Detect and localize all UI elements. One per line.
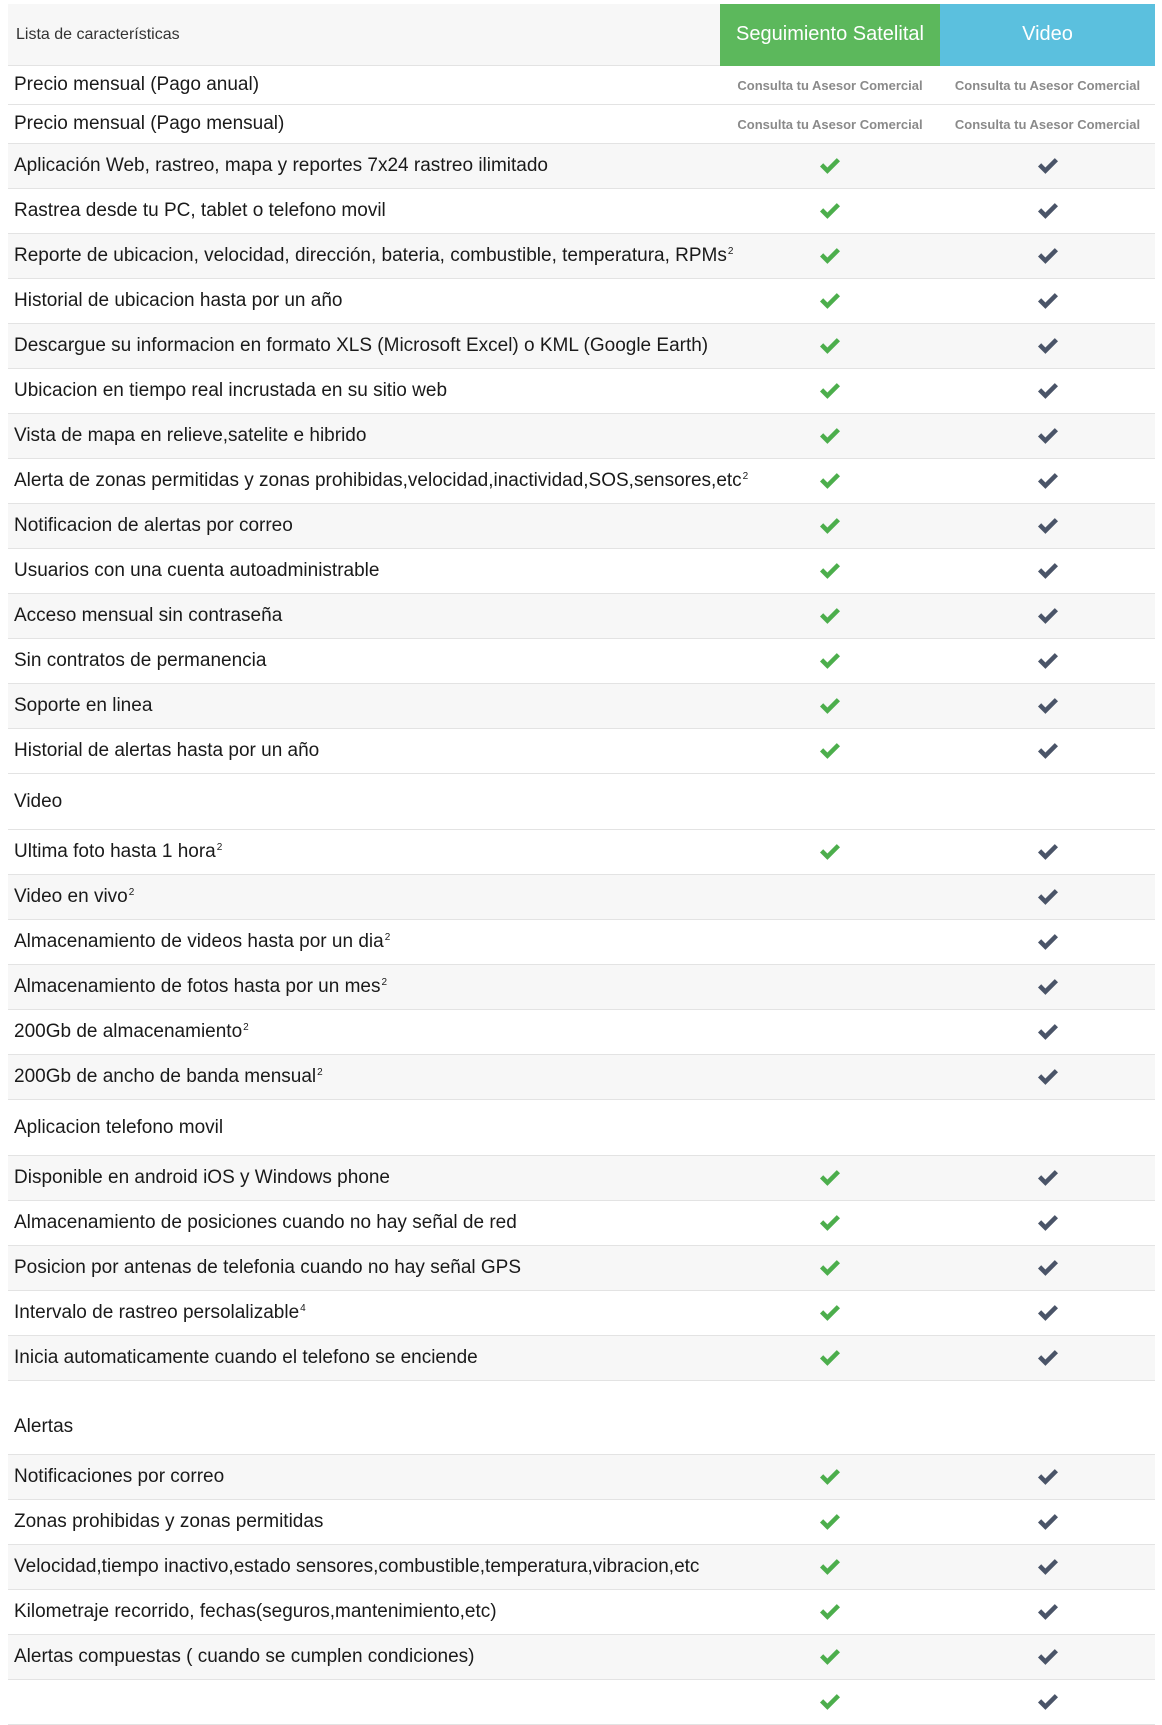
check-icon	[1036, 561, 1060, 581]
feature-label	[8, 650, 720, 672]
video-cell	[940, 1545, 1155, 1589]
video-cell	[940, 594, 1155, 638]
feature-label	[8, 1021, 720, 1043]
feature-text: Reporte de ubicacion, velocidad, dirección, bateria, combustible, temperatura, RPMs	[14, 245, 727, 266]
check-icon	[818, 1213, 842, 1233]
feature-label	[8, 931, 720, 953]
satellite-cell	[720, 1635, 940, 1679]
check-icon	[818, 561, 842, 581]
feature-label	[8, 470, 749, 492]
table-row	[8, 965, 1155, 1010]
check-icon	[1036, 932, 1060, 952]
satellite-cell	[720, 875, 940, 919]
check-icon	[1036, 1022, 1060, 1042]
table-row	[8, 875, 1155, 920]
feature-text: Intervalo de rastreo persolalizable	[14, 1302, 300, 1323]
video-cell	[940, 234, 1155, 278]
table-row	[8, 1055, 1155, 1100]
feature-text: Kilometraje recorrido, fechas(seguros,mantenimiento,etc)	[14, 1601, 497, 1622]
check-icon	[1036, 741, 1060, 761]
table-row	[8, 1156, 1155, 1201]
satellite-cell	[720, 729, 940, 773]
price-satellite: Consulta tu Asesor Comercial	[737, 116, 923, 132]
check-icon	[818, 1557, 842, 1577]
feature-text: Soporte en linea	[14, 695, 153, 716]
price-row	[8, 66, 1155, 105]
table-row	[8, 1291, 1155, 1336]
table-row	[8, 1545, 1155, 1590]
table-row	[8, 920, 1155, 965]
check-icon	[818, 606, 842, 626]
check-icon	[1036, 696, 1060, 716]
check-icon	[818, 1602, 842, 1622]
feature-text: Zonas prohibidas y zonas permitidas	[14, 1511, 324, 1532]
feature-text: Aplicación Web, rastreo, mapa y reportes 7x24 rastreo ilimitado	[14, 155, 549, 176]
check-icon	[1036, 1348, 1060, 1368]
feature-label	[8, 1302, 720, 1324]
section-header-row	[8, 774, 1155, 830]
feature-text: Sin contratos de permanencia	[14, 650, 267, 671]
feature-text: Disponible en android iOS y Windows phone	[14, 1167, 390, 1188]
check-icon	[818, 1467, 842, 1487]
plan-video-header: Video	[940, 4, 1155, 66]
check-icon	[1036, 1213, 1060, 1233]
footnote-marker: 2	[216, 841, 223, 853]
video-cell	[940, 369, 1155, 413]
check-icon	[818, 426, 842, 446]
table-row	[8, 1010, 1155, 1055]
video-cell	[940, 920, 1155, 964]
footnote-marker: 2	[317, 1066, 323, 1078]
check-icon	[1036, 1647, 1060, 1667]
feature-text: Usuarios con una cuenta autoadministrable	[14, 560, 380, 581]
feature-text: Historial de alertas hasta por un año	[14, 740, 320, 761]
price-video: Consulta tu Asesor Comercial	[954, 77, 1141, 93]
check-icon	[1036, 336, 1060, 356]
table-row	[8, 1336, 1155, 1381]
feature-text: Historial de ubicacion hasta por un año	[14, 290, 343, 311]
feature-text: Posicion por antenas de telefonia cuando no hay señal GPS	[14, 1257, 522, 1278]
check-icon	[818, 381, 842, 401]
table-row	[8, 684, 1155, 729]
feature-label	[8, 290, 720, 312]
video-cell	[940, 1055, 1155, 1099]
feature-text: Velocidad,tiempo inactivo,estado sensores,combustible,temperatura,vibracion,etc	[14, 1556, 700, 1577]
feature-label	[8, 245, 734, 267]
feature-label	[8, 695, 720, 717]
table-row	[8, 504, 1155, 549]
satellite-cell	[720, 1500, 940, 1544]
video-cell	[940, 144, 1155, 188]
table-row	[8, 1590, 1155, 1635]
satellite-cell	[720, 549, 940, 593]
video-cell	[940, 1680, 1155, 1724]
check-icon	[1036, 1303, 1060, 1323]
check-icon	[1036, 1557, 1060, 1577]
price-label: Precio mensual (Pago anual)	[14, 74, 260, 95]
satellite-cell	[720, 1336, 940, 1380]
feature-text: Almacenamiento de fotos hasta por un mes	[14, 976, 381, 997]
check-icon	[818, 336, 842, 356]
check-icon	[818, 291, 842, 311]
video-cell	[940, 459, 1155, 503]
feature-label	[8, 976, 720, 998]
video-cell	[940, 1336, 1155, 1380]
check-icon	[1036, 842, 1060, 862]
plan-satellite-header: Seguimiento Satelital	[720, 4, 940, 66]
satellite-cell	[720, 1010, 940, 1054]
video-cell	[940, 1246, 1155, 1290]
video-cell	[940, 279, 1155, 323]
price-video: Consulta tu Asesor Comercial	[954, 116, 1141, 132]
footnote-marker: 2	[727, 245, 734, 257]
check-icon	[1036, 426, 1060, 446]
table-row	[8, 549, 1155, 594]
feature-text: Vista de mapa en relieve,satelite e hibrido	[14, 425, 367, 446]
table-row	[8, 594, 1155, 639]
table-row	[8, 189, 1155, 234]
satellite-cell	[720, 639, 940, 683]
section-header-row	[8, 1100, 1155, 1156]
satellite-cell	[720, 1680, 940, 1724]
feature-label	[8, 1511, 720, 1533]
video-cell	[940, 189, 1155, 233]
feature-label	[8, 335, 720, 357]
section-title: Alertas	[14, 1415, 74, 1437]
table-row	[8, 369, 1155, 414]
check-icon	[1036, 1067, 1060, 1087]
feature-rows	[8, 144, 1155, 1725]
video-cell	[940, 830, 1155, 874]
table-row	[8, 1500, 1155, 1545]
satellite-cell	[720, 504, 940, 548]
satellite-cell	[720, 234, 940, 278]
check-icon	[818, 156, 842, 176]
check-icon	[1036, 291, 1060, 311]
table-row	[8, 324, 1155, 369]
feature-label	[8, 200, 720, 222]
table-row	[8, 144, 1155, 189]
video-cell	[940, 875, 1155, 919]
footnote-marker: 2	[381, 976, 388, 988]
check-icon	[818, 696, 842, 716]
section-title: Video	[14, 790, 63, 812]
check-icon	[818, 516, 842, 536]
features-column-header: Lista de características	[16, 25, 180, 43]
video-cell	[940, 1010, 1155, 1054]
check-icon	[1036, 1692, 1060, 1712]
satellite-cell	[720, 1291, 940, 1335]
satellite-cell	[720, 369, 940, 413]
feature-text: Inicia automaticamente cuando el telefono se enciende	[14, 1347, 478, 1368]
check-icon	[1036, 201, 1060, 221]
table-row	[8, 279, 1155, 324]
table-row	[8, 1201, 1155, 1246]
check-icon	[1036, 516, 1060, 536]
video-cell	[940, 1455, 1155, 1499]
video-cell	[940, 1590, 1155, 1634]
feature-label	[8, 740, 720, 762]
feature-label	[8, 886, 720, 908]
feature-label	[8, 1466, 720, 1488]
check-icon	[1036, 651, 1060, 671]
table-row	[8, 729, 1155, 774]
price-label: Precio mensual (Pago mensual)	[14, 113, 285, 134]
footnote-marker: 2	[128, 886, 135, 898]
satellite-cell	[720, 594, 940, 638]
video-cell	[940, 1156, 1155, 1200]
check-icon	[1036, 887, 1060, 907]
table-row	[8, 1455, 1155, 1500]
check-icon	[1036, 977, 1060, 997]
feature-label	[8, 605, 720, 627]
feature-text: 200Gb de almacenamiento	[14, 1021, 243, 1042]
feature-label	[8, 1347, 720, 1369]
table-row	[8, 1246, 1155, 1291]
check-icon	[1036, 606, 1060, 626]
satellite-cell	[720, 144, 940, 188]
feature-label	[8, 1167, 720, 1189]
check-icon	[818, 201, 842, 221]
check-icon	[818, 1692, 842, 1712]
satellite-cell	[720, 279, 940, 323]
video-cell	[940, 1201, 1155, 1245]
feature-text: Notificaciones por correo	[14, 1466, 225, 1487]
table-row	[8, 830, 1155, 875]
table-row	[8, 1680, 1155, 1725]
satellite-cell	[720, 1246, 940, 1290]
satellite-cell	[720, 830, 940, 874]
feature-text: Almacenamiento de posiciones cuando no hay señal de red	[14, 1212, 517, 1233]
comparison-table	[8, 4, 1155, 1725]
feature-text: Alerta de zonas permitidas y zonas prohibidas,velocidad,inactividad,SOS,sensores,etc	[14, 470, 742, 491]
check-icon	[818, 246, 842, 266]
feature-label	[8, 1066, 720, 1088]
check-icon	[818, 741, 842, 761]
satellite-cell	[720, 965, 940, 1009]
satellite-cell	[720, 1545, 940, 1589]
satellite-cell	[720, 1156, 940, 1200]
section-header-row	[8, 1399, 1155, 1455]
check-icon	[818, 842, 842, 862]
feature-text: Ubicacion en tiempo real incrustada en su sitio web	[14, 380, 448, 401]
feature-label	[8, 560, 720, 582]
satellite-cell	[720, 189, 940, 233]
satellite-cell	[720, 1055, 940, 1099]
feature-text: Ultima foto hasta 1 hora	[14, 841, 216, 862]
feature-label	[8, 515, 720, 537]
table-row	[8, 414, 1155, 459]
check-icon	[1036, 156, 1060, 176]
footnote-marker: 4	[300, 1302, 306, 1314]
feature-text: Alertas compuestas ( cuando se cumplen condiciones)	[14, 1646, 475, 1667]
video-cell	[940, 504, 1155, 548]
table-row	[8, 639, 1155, 684]
table-row	[8, 1635, 1155, 1680]
check-icon	[1036, 1168, 1060, 1188]
feature-text: Acceso mensual sin contraseña	[14, 605, 283, 626]
check-icon	[818, 1303, 842, 1323]
video-cell	[940, 549, 1155, 593]
check-icon	[1036, 1602, 1060, 1622]
price-row	[8, 105, 1155, 144]
feature-label	[8, 1212, 720, 1234]
feature-label	[8, 1646, 720, 1668]
table-row	[8, 234, 1155, 279]
video-cell	[940, 414, 1155, 458]
video-cell	[940, 1291, 1155, 1335]
feature-label	[8, 1601, 720, 1623]
check-icon	[818, 1512, 842, 1532]
feature-text: Notificacion de alertas por correo	[14, 515, 293, 536]
satellite-cell	[720, 1455, 940, 1499]
video-cell	[940, 639, 1155, 683]
feature-label	[8, 380, 720, 402]
check-icon	[818, 651, 842, 671]
check-icon	[818, 1258, 842, 1278]
check-icon	[818, 1647, 842, 1667]
footnote-marker: 2	[384, 931, 391, 943]
satellite-cell	[720, 1590, 940, 1634]
check-icon	[1036, 1467, 1060, 1487]
feature-label	[8, 425, 720, 447]
feature-text: Rastrea desde tu PC, tablet o telefono movil	[14, 200, 386, 221]
feature-text: Video en vivo	[14, 886, 128, 907]
video-cell	[940, 324, 1155, 368]
footnote-marker: 2	[742, 470, 749, 482]
check-icon	[1036, 1512, 1060, 1532]
footnote-marker: 2	[243, 1021, 249, 1033]
table-header	[8, 4, 1155, 66]
check-icon	[818, 1168, 842, 1188]
satellite-cell	[720, 1201, 940, 1245]
check-icon	[1036, 471, 1060, 491]
table-row	[8, 459, 1155, 504]
check-icon	[818, 1348, 842, 1368]
video-cell	[940, 965, 1155, 1009]
price-satellite: Consulta tu Asesor Comercial	[737, 77, 923, 93]
feature-text: Descargue su informacion en formato XLS (Microsoft Excel) o KML (Google Earth)	[14, 335, 709, 356]
video-cell	[940, 1500, 1155, 1544]
feature-text: Almacenamiento de videos hasta por un dia	[14, 931, 384, 952]
satellite-cell	[720, 684, 940, 728]
check-icon	[1036, 1258, 1060, 1278]
video-cell	[940, 729, 1155, 773]
feature-label	[8, 155, 720, 177]
video-cell	[940, 684, 1155, 728]
section-title: Aplicacion telefono movil	[14, 1116, 224, 1138]
check-icon	[1036, 381, 1060, 401]
feature-label	[8, 1257, 720, 1279]
satellite-cell	[720, 414, 940, 458]
check-icon	[1036, 246, 1060, 266]
video-cell	[940, 1635, 1155, 1679]
satellite-cell	[720, 324, 940, 368]
satellite-cell	[720, 920, 940, 964]
feature-label	[8, 841, 720, 863]
check-icon	[818, 471, 842, 491]
feature-label	[8, 1556, 720, 1578]
satellite-cell	[720, 459, 940, 503]
feature-text: 200Gb de ancho de banda mensual	[14, 1066, 317, 1087]
spacer-row	[8, 1381, 1155, 1399]
